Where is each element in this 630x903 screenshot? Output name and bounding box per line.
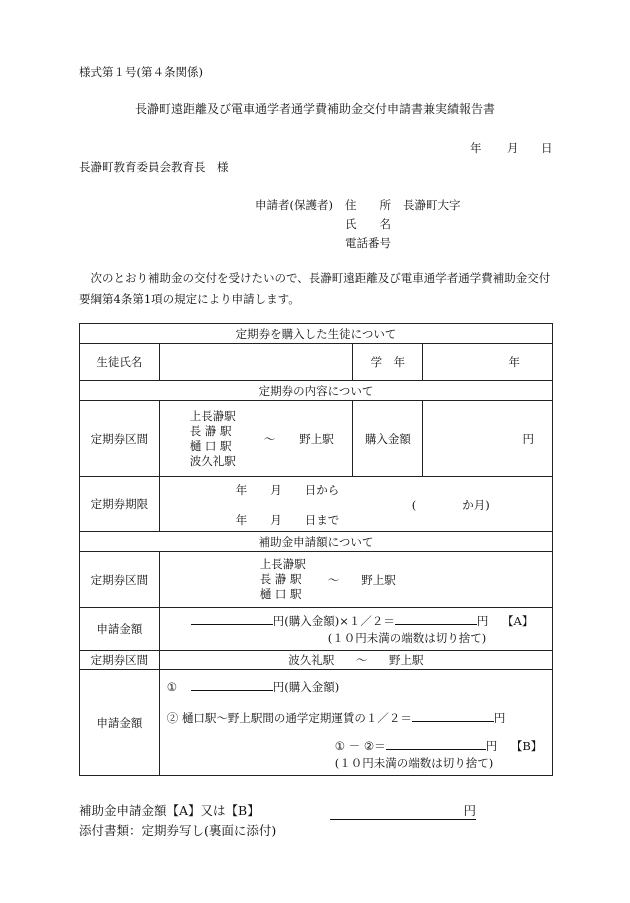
- application-amount-a-cell[interactable]: [159, 608, 552, 651]
- total-label: 補助金申請金額【A】又は【B】: [79, 803, 260, 818]
- body-text: 次のとおり補助金の交付を受けたいので、長瀞町遠距離及び電車通学者通学費補助金交付要綱第4条第1項の規定により申請します。: [79, 271, 551, 306]
- item2-blank[interactable]: [412, 721, 494, 722]
- route2-from: 波久礼駅: [288, 653, 335, 667]
- student-name-field[interactable]: [159, 344, 353, 381]
- purchase-amount-blank-a[interactable]: [191, 624, 273, 625]
- grade-label: 学 年: [353, 344, 423, 381]
- subsidy-stations-from: [260, 557, 306, 602]
- purchase-amount-unit: 円: [522, 431, 534, 446]
- address-label: 住 所: [345, 198, 391, 212]
- station-kaminagatoro: 上長瀞駅: [189, 408, 236, 423]
- student-name-label: 生徒氏名: [80, 344, 160, 381]
- grade-field[interactable]: [423, 344, 553, 381]
- name-label: 氏 名: [345, 217, 391, 231]
- date-day: 日: [541, 141, 553, 155]
- subsidy-route-cell: [159, 552, 552, 608]
- grade-unit: 年: [508, 355, 520, 369]
- route-label: 定期券区間: [80, 401, 160, 477]
- section-subsidy-header: 補助金申請額について: [80, 532, 553, 552]
- application-amount-a-label: 申請金額: [80, 608, 160, 651]
- formula-a-unit: 円: [476, 614, 489, 628]
- document-title: 長瀞町遠距離及び電車通学者通学費補助金交付申請書兼実績報告書: [134, 102, 495, 116]
- attachment-note: 添付書類：定期券写し(裏面に添付): [79, 823, 277, 838]
- route2-cell: [159, 651, 552, 670]
- addressee: 長瀞町教育委員会教育長 様: [79, 160, 229, 174]
- route2-tilde: 〜: [355, 653, 368, 667]
- purchase-amount-label: 購入金額: [353, 401, 423, 477]
- period-cell[interactable]: [159, 477, 552, 532]
- total-unit: 円: [463, 803, 476, 818]
- period-label: 定期券期限: [80, 477, 160, 532]
- diff-unit: 円: [485, 738, 498, 753]
- item2-unit: 円: [493, 710, 506, 725]
- address-value[interactable]: 長瀞町大字: [403, 198, 461, 212]
- section-student-header: 定期券を購入した生徒について: [80, 324, 553, 344]
- subsidy-station-higuchi: 樋 口 駅: [259, 587, 302, 601]
- subsidy-route-label: 定期券区間: [80, 552, 160, 608]
- subsidy-station-kaminagatoro: 上長瀞駅: [259, 557, 306, 571]
- application-amount-b-cell[interactable]: [159, 670, 552, 776]
- item1-text: 円(購入金額): [272, 679, 340, 694]
- item1-blank[interactable]: [191, 690, 273, 691]
- total-amount-field[interactable]: [330, 801, 476, 820]
- section-pass-header: 定期券の内容について: [80, 381, 553, 401]
- phone-label: 電話番号: [345, 236, 391, 250]
- period-to: 年 月 日まで: [235, 513, 340, 527]
- route2-to: 野上駅: [389, 653, 424, 667]
- result-a-blank[interactable]: [395, 624, 477, 625]
- form-number: 様式第１号(第４条関係): [79, 65, 203, 79]
- application-amount-b-label: 申請金額: [80, 670, 160, 776]
- station-higuchi: 樋 口 駅: [189, 438, 232, 453]
- route-stations-from: [190, 409, 236, 469]
- applicant-block: [255, 196, 461, 253]
- diff-blank[interactable]: [386, 749, 486, 750]
- item1-mark: ①: [166, 679, 178, 694]
- item2-text: ② 樋口駅〜野上駅間の通学定期運賃の１／２＝: [166, 710, 412, 725]
- subsidy-route-tilde: 〜: [327, 572, 340, 587]
- date-year: 年: [470, 141, 482, 155]
- rounding-note-b: (１０円未満の端数は切り捨て): [334, 755, 494, 770]
- route2-label: 定期券区間: [80, 651, 160, 670]
- route-tilde: 〜: [263, 431, 276, 446]
- tag-a: 【A】: [502, 614, 534, 628]
- formula-a-text: 円(購入金額)×１／２＝: [272, 614, 395, 628]
- period-months: ( か月): [411, 498, 490, 512]
- tag-b: 【B】: [510, 738, 543, 753]
- station-hakure: 波久礼駅: [189, 453, 236, 468]
- route-to-station: 野上駅: [299, 431, 334, 446]
- applicant-role: 申請者(保護者): [255, 198, 333, 212]
- route-cell: [159, 401, 353, 477]
- purchase-amount-field[interactable]: [423, 401, 553, 477]
- diff-text: ① － ②＝: [334, 738, 386, 753]
- period-from: 年 月 日から: [235, 483, 340, 497]
- date-month: 月: [507, 141, 519, 155]
- subsidy-route-to-station: 野上駅: [361, 572, 396, 587]
- subsidy-station-nagatoro: 長 瀞 駅: [259, 572, 302, 586]
- application-table: [79, 323, 553, 776]
- rounding-note-a: (１０円未満の端数は切り捨て): [327, 631, 487, 645]
- station-nagatoro: 長 瀞 駅: [189, 423, 232, 438]
